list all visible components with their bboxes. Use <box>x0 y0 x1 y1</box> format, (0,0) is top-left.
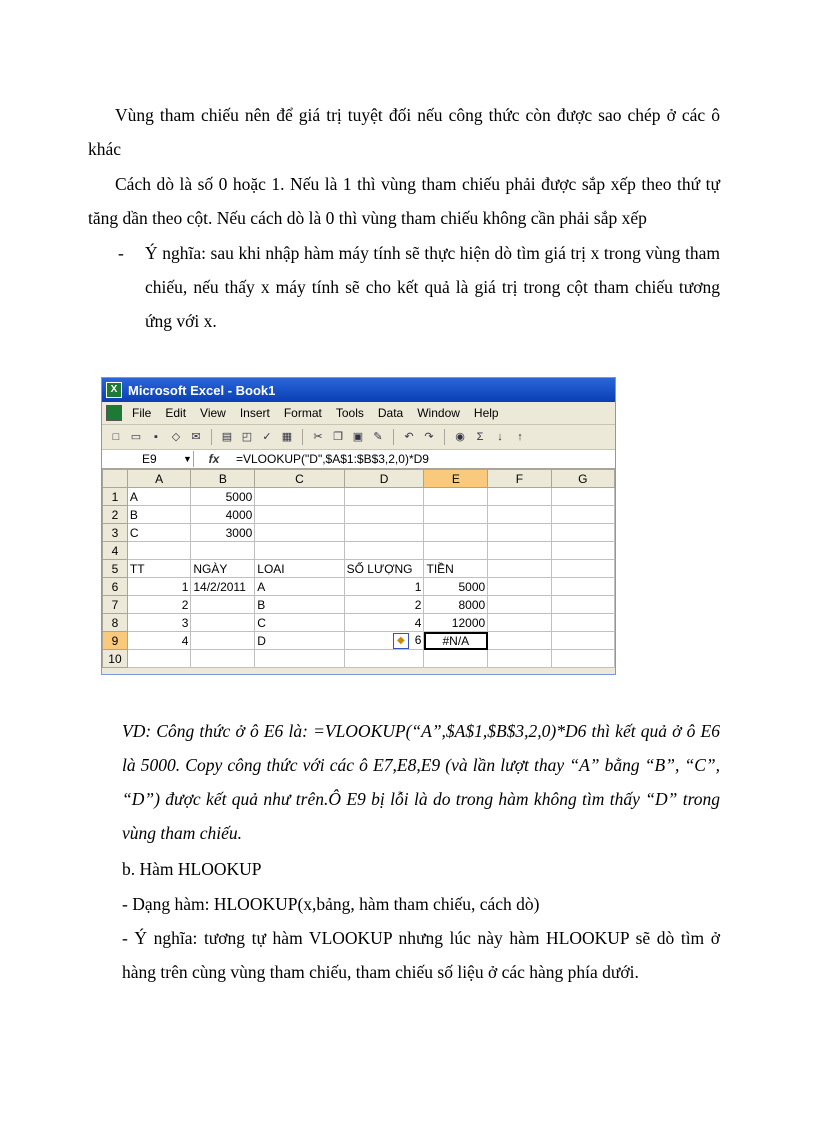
cell-F9[interactable] <box>488 632 551 650</box>
paragraph-lookup-mode: Cách dò là số 0 hoặc 1. Nếu là 1 thì vùng tham chiếu phải được sắp xếp theo thứ tự tăng dần theo cột. Nếu cách dò là 0 thì vùng tham chiếu không cần phải sắp xếp <box>88 174 720 228</box>
cell-C9[interactable]: D <box>255 632 344 650</box>
cell-G1[interactable] <box>551 488 614 506</box>
column-header[interactable]: D <box>344 470 424 488</box>
cell-G2[interactable] <box>551 506 614 524</box>
formula-bar <box>102 450 615 469</box>
paragraph-syntax: - Dạng hàm: HLOOKUP(x,bảng, hàm tham chiếu, cách dò) <box>122 894 540 914</box>
cell-A5[interactable]: TT <box>127 560 190 578</box>
cell-C8[interactable]: C <box>255 614 344 632</box>
cell-D3[interactable] <box>344 524 424 542</box>
cell-C3[interactable] <box>255 524 344 542</box>
cell-G7[interactable] <box>551 596 614 614</box>
menu-file[interactable]: File <box>132 406 152 420</box>
cell-E1[interactable] <box>424 488 488 506</box>
toolbar-separator <box>444 429 445 445</box>
menu-format[interactable]: Format <box>283 406 322 420</box>
toolbar-separator <box>211 429 212 445</box>
row-header[interactable]: 2 <box>103 506 128 524</box>
cell-B7[interactable] <box>191 596 255 614</box>
excel-title-bar <box>102 378 615 402</box>
cell-A2[interactable]: B <box>127 506 190 524</box>
cell-D8[interactable]: 4 <box>344 614 424 632</box>
cell-F8[interactable] <box>488 614 551 632</box>
cell-D9[interactable] <box>344 632 424 650</box>
row-header[interactable]: 5 <box>103 560 128 578</box>
cell-F6[interactable] <box>488 578 551 596</box>
row-header-selected[interactable]: 9 <box>103 632 128 650</box>
cell-D1[interactable] <box>344 488 424 506</box>
menu-insert[interactable]: Insert <box>239 406 270 420</box>
cell-D7[interactable]: 2 <box>344 596 424 614</box>
excel-window-title: Microsoft Excel - Book1 <box>128 382 276 398</box>
cell-G5[interactable] <box>551 560 614 578</box>
cell-F2[interactable] <box>488 506 551 524</box>
menu-window[interactable]: Window <box>417 406 460 420</box>
cell-C4[interactable] <box>255 542 344 560</box>
cell-A10[interactable] <box>127 650 190 668</box>
spelling-icon[interactable]: ✓ <box>262 431 272 443</box>
cut-icon[interactable]: ✂ <box>313 431 323 443</box>
print-preview-icon[interactable]: ◰ <box>241 431 253 443</box>
name-box-value: E9 <box>142 452 157 466</box>
cell-G9[interactable] <box>551 632 614 650</box>
row-header[interactable]: 8 <box>103 614 128 632</box>
cell-A3[interactable]: C <box>127 524 190 542</box>
paste-icon[interactable]: ▣ <box>352 431 364 443</box>
name-box[interactable] <box>102 451 194 467</box>
row-header[interactable]: 10 <box>103 650 128 668</box>
paragraph-hlookup-meaning: - Ý nghĩa: tương tự hàm VLOOKUP nhưng lúc này hàm HLOOKUP sẽ dò tìm ở hàng trên cùng vùng tham chiếu, tham chiếu số liệu ở các hàng phía dưới. <box>122 928 720 982</box>
column-header[interactable]: C <box>255 470 344 488</box>
cell-B10[interactable] <box>191 650 255 668</box>
menu-tools[interactable]: Tools <box>335 406 364 420</box>
cell-B5[interactable]: NGÀY <box>191 560 255 578</box>
menu-help[interactable]: Help <box>473 406 499 420</box>
print-icon[interactable]: ▤ <box>221 431 233 443</box>
cell-F7[interactable] <box>488 596 551 614</box>
save-icon[interactable]: ▪ <box>154 431 158 443</box>
workbook-icon <box>106 405 122 421</box>
cell-B4[interactable] <box>191 542 255 560</box>
cell-E5[interactable]: TIỀN <box>424 560 488 578</box>
bullet-dash: - <box>118 243 124 263</box>
cell-A8[interactable]: 3 <box>127 614 190 632</box>
paragraph-reference-range: Vùng tham chiếu nên để giá trị tuyệt đối nếu công thức còn được sao chép ở các ô khác <box>88 105 720 159</box>
email-icon[interactable]: ✉ <box>191 431 201 443</box>
example-paragraph: VD: Công thức ở ô E6 là: =VLOOKUP(“A”,$A$1,$B$3,2,0)*D6 thì kết quả ở ô E6 là 5000. Copy công thức với các ô E7,E8,E9 (và lần lượt thay “A” bằng “B”, “C”, “D”) được kết quả như trên.Ô E9 bị lỗi là do trong hàm không tìm thấy “D” trong vùng tham chiếu. <box>122 721 720 843</box>
menu-edit[interactable]: Edit <box>165 406 187 420</box>
cell-B3[interactable]: 3000 <box>191 524 255 542</box>
cell-B2[interactable]: 4000 <box>191 506 255 524</box>
cell-E2[interactable] <box>424 506 488 524</box>
cell-F5[interactable] <box>488 560 551 578</box>
row-header[interactable]: 6 <box>103 578 128 596</box>
cell-C2[interactable] <box>255 506 344 524</box>
cell-G8[interactable] <box>551 614 614 632</box>
excel-toolbar <box>102 425 615 450</box>
cell-A1[interactable]: A <box>127 488 190 506</box>
cell-A4[interactable] <box>127 542 190 560</box>
autosum-icon[interactable]: Σ <box>476 431 484 443</box>
section-heading-hlookup: b. Hàm HLOOKUP <box>122 859 262 879</box>
column-header[interactable]: B <box>191 470 255 488</box>
undo-icon[interactable]: ↶ <box>404 431 414 443</box>
cell-B6[interactable]: 14/2/2011 <box>191 578 255 596</box>
open-icon[interactable]: ▭ <box>130 431 142 443</box>
cell-B9[interactable] <box>191 632 255 650</box>
cell-F4[interactable] <box>488 542 551 560</box>
cell-F10[interactable] <box>488 650 551 668</box>
redo-icon[interactable]: ↷ <box>424 431 434 443</box>
cell-C7[interactable]: B <box>255 596 344 614</box>
cell-G10[interactable] <box>551 650 614 668</box>
copy-icon[interactable]: ❐ <box>333 431 343 443</box>
cell-G6[interactable] <box>551 578 614 596</box>
cell-A9[interactable]: 4 <box>127 632 190 650</box>
research-icon[interactable]: ▦ <box>281 431 293 443</box>
cell-A7[interactable]: 2 <box>127 596 190 614</box>
toolbar-separator <box>393 429 394 445</box>
formula-input[interactable]: =VLOOKUP("D",$A$1:$B$3,2,0)*D9 <box>236 452 429 466</box>
cell-C6[interactable]: A <box>255 578 344 596</box>
cell-E7[interactable]: 8000 <box>424 596 488 614</box>
cell-D9-value: 6 <box>414 632 422 647</box>
sort-descending-icon[interactable]: ↑ <box>517 431 523 443</box>
permission-icon[interactable]: ◇ <box>171 431 181 443</box>
cell-D10[interactable] <box>344 650 424 668</box>
cell-E4[interactable] <box>424 542 488 560</box>
cell-C5[interactable]: LOAI <box>255 560 344 578</box>
column-header[interactable]: A <box>127 470 190 488</box>
error-warning-icon[interactable]: ◆ <box>393 633 409 649</box>
cell-F3[interactable] <box>488 524 551 542</box>
row-header[interactable]: 1 <box>103 488 128 506</box>
row-header[interactable]: 7 <box>103 596 128 614</box>
excel-app-icon: X <box>106 382 122 398</box>
cell-E3[interactable] <box>424 524 488 542</box>
toolbar-separator <box>302 429 303 445</box>
cell-C1[interactable] <box>255 488 344 506</box>
cell-E6[interactable]: 5000 <box>424 578 488 596</box>
column-header[interactable]: G <box>551 470 614 488</box>
menu-view[interactable]: View <box>200 406 226 420</box>
hyperlink-icon[interactable]: ◉ <box>455 431 465 443</box>
sort-ascending-icon[interactable]: ↓ <box>497 431 503 443</box>
cell-E9[interactable]: #N/A <box>424 632 488 650</box>
worksheet-grid <box>102 469 615 668</box>
cell-D6[interactable]: 1 <box>344 578 424 596</box>
excel-menu-bar <box>102 402 615 425</box>
row-header[interactable]: 3 <box>103 524 128 542</box>
cell-E8[interactable]: 12000 <box>424 614 488 632</box>
excel-screenshot <box>101 377 616 675</box>
column-header-selected[interactable]: E <box>424 470 488 488</box>
cell-B1[interactable]: 5000 <box>191 488 255 506</box>
cell-D2[interactable] <box>344 506 424 524</box>
cell-B8[interactable] <box>191 614 255 632</box>
paragraph-meaning: Ý nghĩa: sau khi nhập hàm máy tính sẽ thực hiện dò tìm giá trị x trong vùng tham chiếu, nếu thấy x máy tính sẽ cho kết quả là giá trị trong cột tham chiếu tương ứng với x. <box>145 243 720 331</box>
cell-G4[interactable] <box>551 542 614 560</box>
select-all-corner[interactable] <box>103 470 128 488</box>
new-icon[interactable]: □ <box>112 431 120 443</box>
cell-G3[interactable] <box>551 524 614 542</box>
chevron-down-icon[interactable]: ▼ <box>183 454 192 464</box>
menu-data[interactable]: Data <box>377 406 404 420</box>
cell-A6[interactable]: 1 <box>127 578 190 596</box>
format-painter-icon[interactable]: ✎ <box>373 431 383 443</box>
cell-C10[interactable] <box>255 650 344 668</box>
column-header[interactable]: F <box>488 470 551 488</box>
cell-D5[interactable]: SỐ LƯỢNG <box>344 560 424 578</box>
row-header[interactable]: 4 <box>103 542 128 560</box>
cell-E10[interactable] <box>424 650 488 668</box>
cell-D4[interactable] <box>344 542 424 560</box>
function-icon[interactable]: fx <box>208 452 220 466</box>
cell-F1[interactable] <box>488 488 551 506</box>
